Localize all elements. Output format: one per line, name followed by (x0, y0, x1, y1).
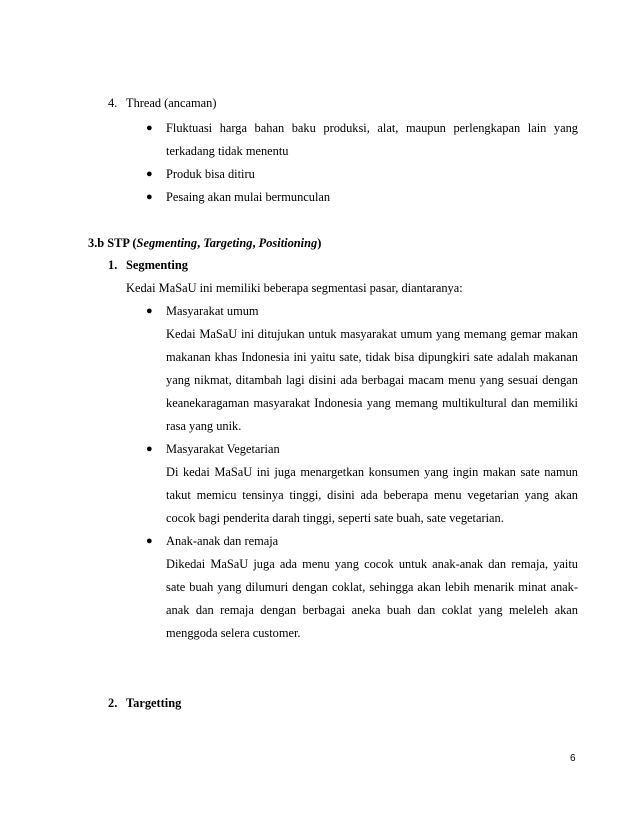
segment-item-title: Masyarakat umum (166, 304, 259, 318)
page-number: 6 (570, 753, 576, 764)
bullet-icon: ● (146, 191, 153, 203)
segment-item-line: Di kedai MaSaU ini juga menargetkan konsumen yang ingin makan sate namun (166, 465, 578, 479)
segment-item-title: Anak-anak dan remaja (166, 534, 279, 548)
threat-bullet-2: Produk bisa ditiru (166, 167, 255, 181)
segmenting-heading: Segmenting (126, 258, 188, 272)
segment-item-line: takut memicu tensinya tinggi, disini ada beberapa menu vegetarian yang akan (166, 488, 578, 502)
bullet-icon: ● (146, 535, 153, 547)
segment-item-line: makanan khas Indonesia ini yaitu sate, tidak bisa dipungkiri sate adalah makanan (166, 350, 578, 364)
stp-separator: , (197, 236, 204, 250)
stp-targeting: Targeting (203, 236, 253, 250)
segment-item-line: Dikedai MaSaU juga ada menu yang cocok untuk anak-anak dan remaja, yaitu (166, 557, 578, 571)
threat-bullet-1-line-1: Fluktuasi harga bahan baku produksi, alat, maupun perlengkapan lain yang (166, 121, 578, 135)
threat-bullet-1-line-2: terkadang tidak menentu (166, 144, 289, 158)
segment-item-line: cocok bagi penderita darah tinggi, seperti sate buah, sate vegetarian. (166, 511, 504, 525)
threat-heading: Thread (ancaman) (126, 96, 217, 110)
bullet-icon: ● (146, 305, 153, 317)
segment-item-line: rasa yang unik. (166, 419, 242, 433)
threat-bullet-3: Pesaing akan mulai bermunculan (166, 190, 331, 204)
bullet-icon: ● (146, 443, 153, 455)
segment-item-line: yang nikmat, ditambah lagi disini ada berbagai macam menu yang sesuai dengan (166, 373, 578, 387)
stp-segmenting: Segmenting (136, 236, 198, 250)
stp-positioning: Positioning (258, 236, 318, 250)
segment-item-line: sate buah yang dilumuri dengan coklat, sehingga akan lebih menarik minat anak- (166, 580, 578, 594)
stp-separator: , (252, 236, 259, 250)
targeting-heading: Targetting (126, 696, 182, 710)
segmenting-intro: Kedai MaSaU ini memiliki beberapa segmentasi pasar, diantaranya: (126, 281, 463, 295)
targeting-number: 2. (108, 696, 118, 710)
bullet-icon: ● (146, 122, 153, 134)
threat-heading-number: 4. (108, 96, 118, 110)
stp-section-heading (88, 236, 321, 251)
stp-prefix: 3.b STP ( (88, 236, 137, 250)
segment-item-title: Masyarakat Vegetarian (166, 442, 280, 456)
segment-item-line: Kedai MaSaU ini ditujukan untuk masyarakat umum yang memang gemar makan (166, 327, 578, 341)
segment-item-line: menggoda selera customer. (166, 626, 301, 640)
segment-item-line: keanekaragaman masyarakat Indonesia yang memang multikultural dan memiliki (166, 396, 578, 410)
segment-item-line: anak dan remaja dengan berbagai aneka buah dan coklat yang meleleh akan (166, 603, 578, 617)
bullet-icon: ● (146, 168, 153, 180)
segmenting-number: 1. (108, 258, 118, 272)
stp-suffix: ) (317, 236, 322, 250)
